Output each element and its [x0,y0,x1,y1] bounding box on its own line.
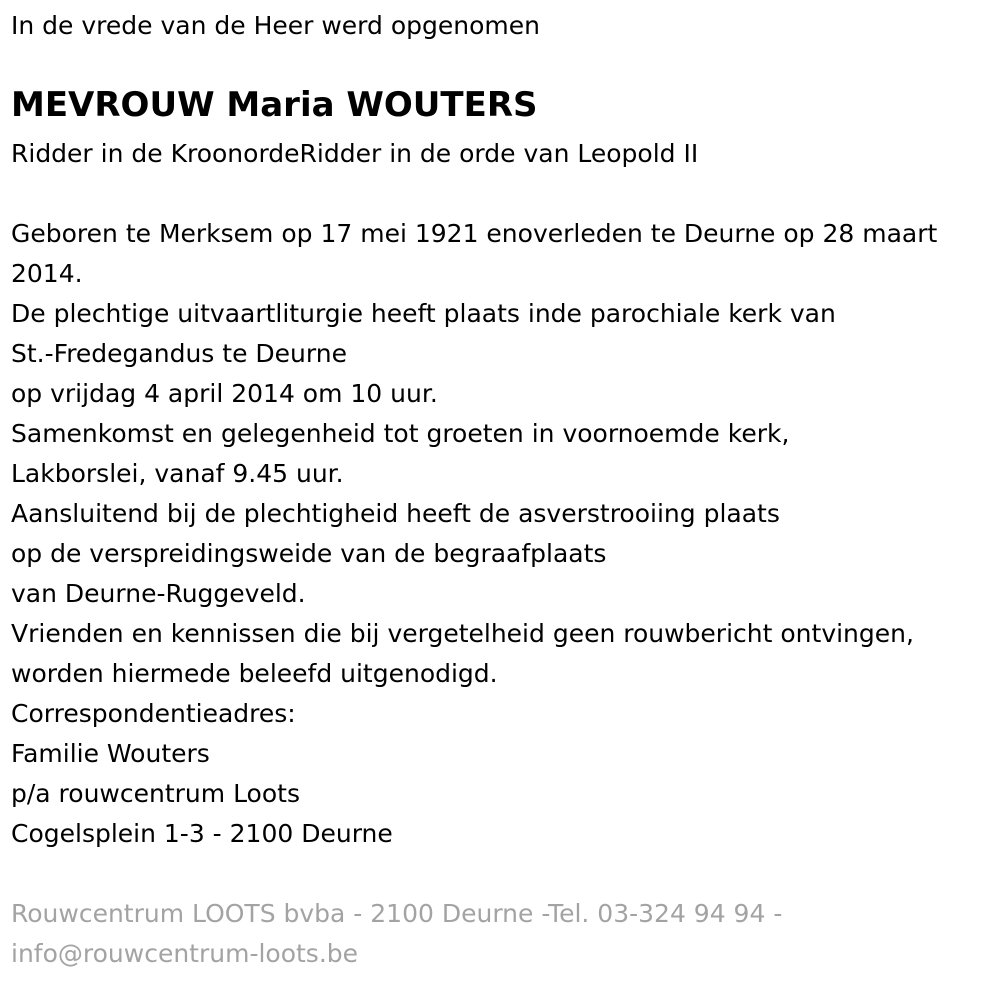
body-line: Samenkomst en gelegenheid tot groeten in voornoemde kerk, [11,419,790,448]
body-line: worden hiermede beleefd uitgenodigd. [11,659,498,688]
body-line: Aansluitend bij de plechtigheid heeft de asverstrooiing plaats [11,499,780,528]
correspondence-label: Correspondentieadres: [11,699,296,728]
intro-text: In de vrede van de Heer werd opgenomen [11,11,540,40]
funeral-home-email: info@rouwcentrum-loots.be [11,939,359,968]
body-line: St.-Fredegandus te Deurne [11,339,347,368]
body-line: op de verspreidingsweide van de begraafplaats [11,539,607,568]
body-line: van Deurne-Ruggeveld. [11,579,306,608]
notice-body [11,214,991,854]
correspondence-name: Familie Wouters [11,739,210,768]
body-line: Lakborslei, vanaf 9.45 uur. [11,459,344,488]
body-line: 2014. [11,259,83,288]
correspondence-address: Cogelsplein 1-3 - 2100 Deurne [11,819,393,848]
body-line: Geboren te Merksem op 17 mei 1921 enoverleden te Deurne op 28 maart [11,219,938,248]
body-line: Vrienden en kennissen die bij vergetelheid geen rouwbericht ontvingen, [11,619,914,648]
honors-text: Ridder in de KroonordeRidder in de orde van Leopold II [11,139,699,168]
funeral-home-contact: Rouwcentrum LOOTS bvba - 2100 Deurne -Tel. 03-324 94 94 - [11,899,783,928]
deceased-name: MEVROUW Maria WOUTERS [11,85,538,125]
funeral-home-footer [11,894,991,974]
body-line: op vrijdag 4 april 2014 om 10 uur. [11,379,438,408]
body-line: De plechtige uitvaartliturgie heeft plaats inde parochiale kerk van [11,299,836,328]
correspondence-care-of: p/a rouwcentrum Loots [11,779,300,808]
